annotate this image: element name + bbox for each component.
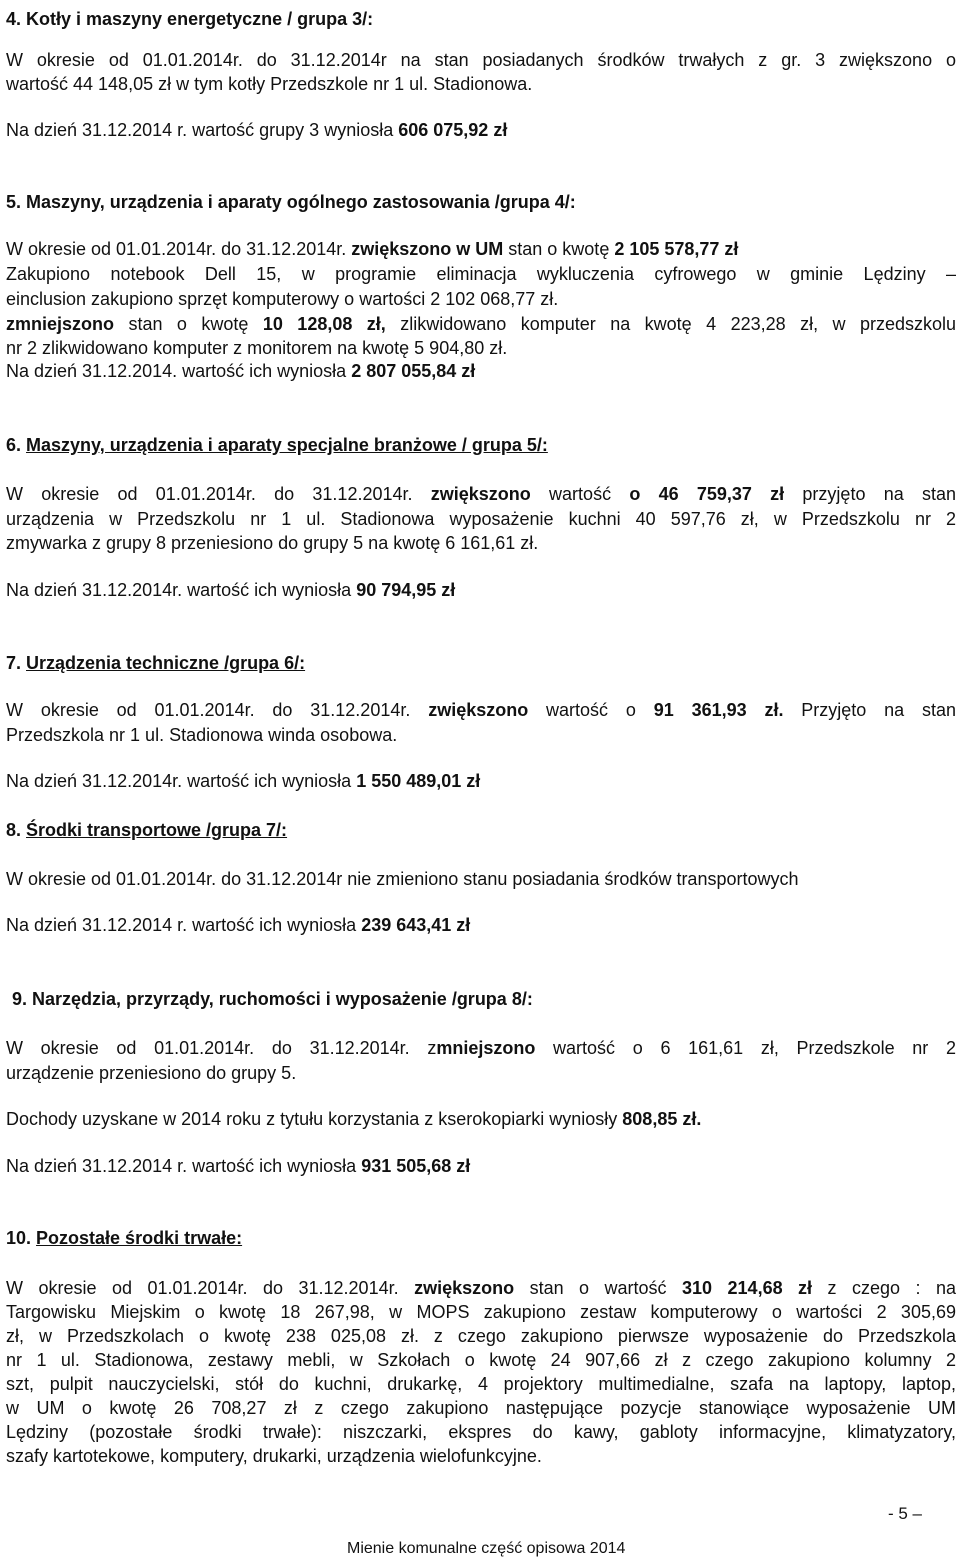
text-span: stan o kwotę <box>114 314 263 334</box>
section-8-heading <box>6 818 287 842</box>
section-5-heading: 5. Maszyny, urządzenia i aparaty ogólnego zastosowania /grupa 4/: <box>6 192 576 212</box>
text-span: stan o kwotę <box>503 239 615 259</box>
section-5-text-line-4 <box>6 312 956 336</box>
section-6-text-line-2: urządzenia w Przedszkolu nr 1 ul. Stadionowa wyposażenie kuchni 40 597,76 zł, w Przedszkolu nr 2 <box>6 509 956 529</box>
section-9-text-line-1 <box>6 1036 956 1060</box>
text-span: wartość o 6 161,61 zł, Przedszkole nr 2 <box>535 1038 956 1058</box>
section-8-summary <box>6 913 470 937</box>
text-span: wartość <box>530 484 630 504</box>
emphasis-span: zmniejszono <box>6 314 115 334</box>
heading-number: 8. <box>6 820 27 840</box>
section-5-text-line-5: nr 2 zlikwidowano komputer z monitorem na kwotę 5 904,80 zł. <box>6 338 508 358</box>
text-span: z czego : na <box>812 1278 956 1298</box>
income-value: 808,85 zł. <box>622 1109 702 1129</box>
text-span: wartość o <box>528 700 654 720</box>
section-5-text-line-2: Zakupiono notebook Dell 15, w programie eliminacja wykluczenia cyfrowego w gminie Lędziny – <box>6 264 956 284</box>
text-span: W okresie od 01.01.2014r. do 31.12.2014r. z <box>6 1038 437 1058</box>
heading-number: 6. <box>6 435 27 455</box>
heading-text: Urządzenia techniczne /grupa 6/: <box>26 653 306 673</box>
emphasis-span: zwiększono <box>414 1278 515 1298</box>
summary-value: 90 794,95 zł <box>356 580 456 600</box>
text-span: stan o wartość <box>514 1278 683 1298</box>
text-span: zlikwidowano komputer na kwotę 4 223,28 zł, w przedszkolu <box>385 314 957 334</box>
section-10-text-line-2: Targowisku Miejskim o kwotę 18 267,98, w MOPS zakupiono zestaw komputerowy o wartości 2 305,69 <box>6 1302 956 1322</box>
emphasis-span: zwiększono <box>428 700 529 720</box>
summary-value: 1 550 489,01 zł <box>356 771 481 791</box>
section-4-summary <box>6 118 507 142</box>
emphasis-span: 2 105 578,77 zł <box>614 239 739 259</box>
section-6-heading <box>6 433 548 457</box>
section-7-summary <box>6 769 480 793</box>
summary-value: 2 807 055,84 zł <box>351 361 476 381</box>
summary-label: Na dzień 31.12.2014. wartość ich wyniosła <box>6 361 352 381</box>
section-5-text-line-1 <box>6 237 738 261</box>
text-span: Przyjęto na stan <box>783 700 956 720</box>
section-10-text-line-5: szt, pulpit nauczycielski, stół do kuchni, drukarkę, 4 projektory multimedialne, szafa na laptopy, laptop, <box>6 1374 956 1394</box>
section-7-text-line-2: Przedszkola nr 1 ul. Stadionowa winda osobowa. <box>6 725 398 745</box>
section-9-summary <box>6 1154 470 1178</box>
section-10-text-line-3: zł, w Przedszkolach o kwotę 238 025,08 zł. z czego zakupiono pierwsze wyposażenie do Przedszkola <box>6 1326 956 1346</box>
section-5-summary <box>6 359 475 383</box>
emphasis-span: zwiększono w UM <box>351 239 504 259</box>
text-span: W okresie od 01.01.2014r. do 31.12.2014r. <box>6 1278 415 1298</box>
summary-label: Na dzień 31.12.2014r. wartość ich wyniosła <box>6 580 357 600</box>
heading-text: Środki transportowe /grupa 7/: <box>26 820 288 840</box>
heading-text: Maszyny, urządzenia i aparaty specjalne branżowe / grupa 5/: <box>26 435 548 455</box>
section-5-text-line-3: einclusion zakupiono sprzęt komputerowy o wartości 2 102 068,77 zł. <box>6 289 559 309</box>
text-span: W okresie od 01.01.2014r. do 31.12.2014r. <box>6 239 352 259</box>
section-4-text-line-1: W okresie od 01.01.2014r. do 31.12.2014r na stan posiadanych środków trwałych z gr. 3 zwiększono o <box>6 50 956 70</box>
emphasis-span: o 46 759,37 zł <box>629 484 785 504</box>
heading-number: 7. <box>6 653 27 673</box>
section-4-text-line-2: wartość 44 148,05 zł w tym kotły Przedszkole nr 1 ul. Stadionowa. <box>6 74 533 94</box>
summary-label: Na dzień 31.12.2014 r. wartość ich wyniosła <box>6 1156 362 1176</box>
emphasis-span: 91 361,93 zł. <box>653 700 784 720</box>
section-10-text-line-8: szafy kartotekowe, komputery, drukarki, urządzenia wielofunkcyjne. <box>6 1446 542 1466</box>
section-10-text-line-7: Lędziny (pozostałe środki trwałe): niszczarki, ekspres do kawy, gabloty informacyjne, klimatyzatory, <box>6 1422 956 1442</box>
section-7-heading <box>6 651 305 675</box>
section-9-heading: 9. Narzędzia, przyrządy, ruchomości i wyposażenie /grupa 8/: <box>12 989 533 1009</box>
section-10-text-line-1 <box>6 1276 956 1300</box>
section-6-text-line-1 <box>6 482 956 506</box>
text-span: W okresie od 01.01.2014r. do 31.12.2014r. <box>6 700 429 720</box>
section-4-heading: 4. Kotły i maszyny energetyczne / grupa 3/: <box>6 9 374 29</box>
section-10-text-line-6: w UM o kwotę 26 708,27 zł z czego zakupiono następujące pozycje stanowiące wyposażenie UM <box>6 1398 956 1418</box>
summary-value: 931 505,68 zł <box>361 1156 471 1176</box>
text-span: W okresie od 01.01.2014r. do 31.12.2014r. <box>6 484 431 504</box>
footer-text: Mienie komunalne część opisowa 2014 <box>347 1540 626 1557</box>
section-6-text-line-3: zmywarka z grupy 8 przeniesiono do grupy 5 na kwotę 6 161,61 zł. <box>6 533 539 553</box>
section-8-text-line-1: W okresie od 01.01.2014r. do 31.12.2014r nie zmieniono stanu posiadania środków transportowych <box>6 869 799 889</box>
summary-label: Na dzień 31.12.2014 r. wartość grupy 3 wyniosła <box>6 120 399 140</box>
income-label: Dochody uzyskane w 2014 roku z tytułu korzystania z kserokopiarki wyniosły <box>6 1109 623 1129</box>
summary-label: Na dzień 31.12.2014 r. wartość ich wyniosła <box>6 915 362 935</box>
emphasis-span: zwiększono <box>430 484 531 504</box>
section-7-text-line-1 <box>6 698 956 722</box>
emphasis-span: 10 128,08 zł, <box>262 314 386 334</box>
section-10-text-line-4: nr 1 ul. Stadionowa, zestawy mebli, w Szkołach o kwotę 24 907,66 zł z czego zakupiono kolumny 2 <box>6 1350 956 1370</box>
summary-label: Na dzień 31.12.2014r. wartość ich wyniosła <box>6 771 357 791</box>
section-10-heading <box>6 1226 242 1250</box>
section-9-text-line-2: urządzenie przeniesiono do grupy 5. <box>6 1063 297 1083</box>
summary-value: 606 075,92 zł <box>398 120 508 140</box>
summary-value: 239 643,41 zł <box>361 915 471 935</box>
heading-number: 10. <box>6 1228 37 1248</box>
emphasis-span: 310 214,68 zł <box>682 1278 813 1298</box>
page-number: - 5 – <box>888 1504 923 1523</box>
section-6-summary <box>6 578 455 602</box>
section-9-income <box>6 1107 701 1131</box>
heading-text: Pozostałe środki trwałe: <box>36 1228 243 1248</box>
text-span: przyjęto na stan <box>784 484 957 504</box>
emphasis-span: mniejszono <box>436 1038 536 1058</box>
